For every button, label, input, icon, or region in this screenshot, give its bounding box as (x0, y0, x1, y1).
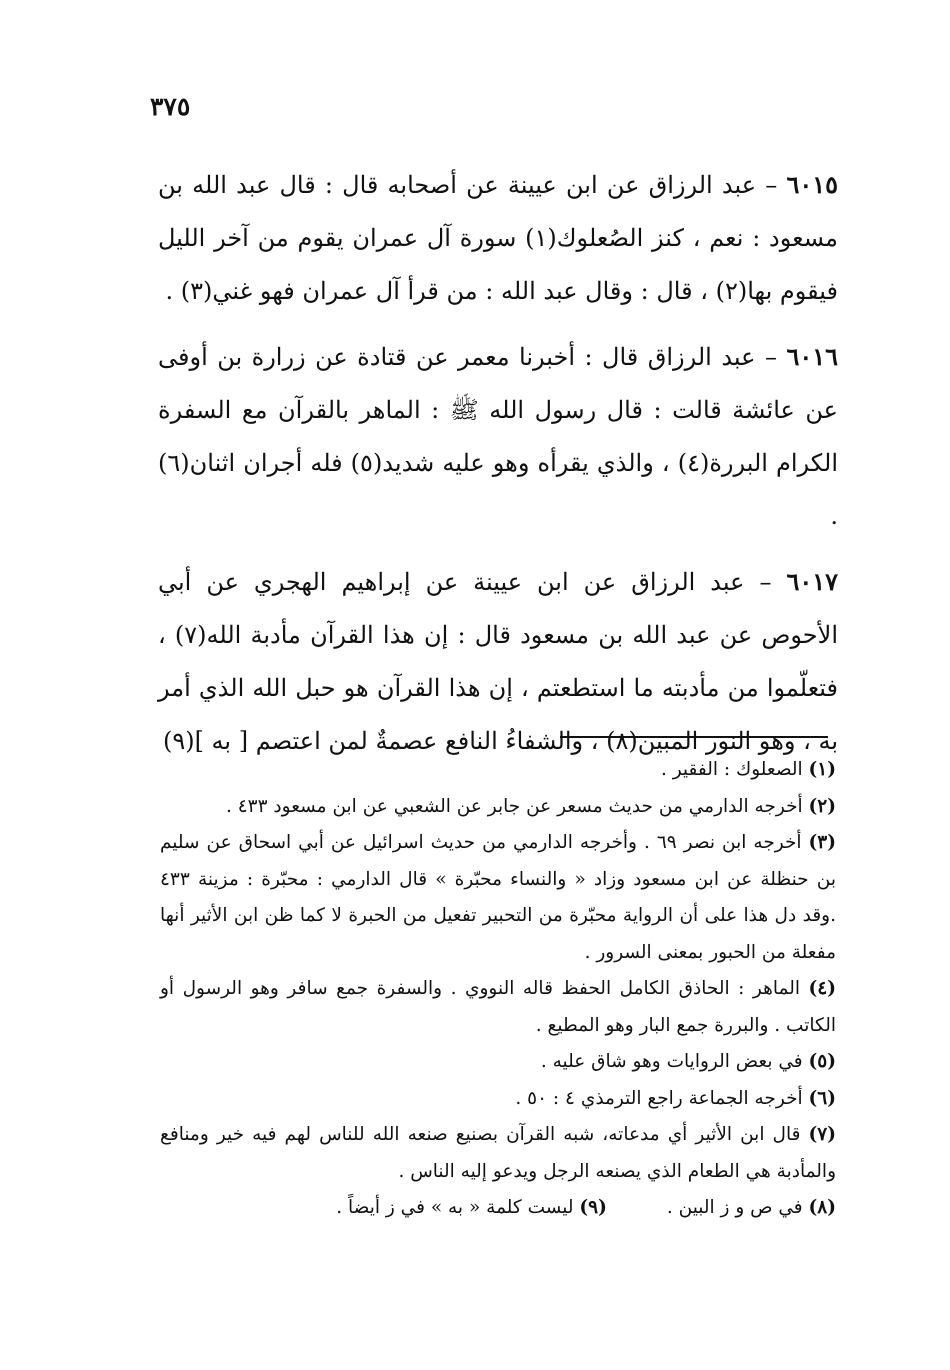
footnote-text: في بعض الروايات وهو شاق عليه . (540, 1051, 809, 1072)
footnote-label: (٥) (808, 1051, 836, 1072)
footnote-label: (٦) (808, 1087, 836, 1109)
footnote-text: قال ابن الأثير أي مدعاته، شبه القرآن بصنيع صنعه الله للناس لهم فيه خير ومنافع والمأدبة هي الطعام الذي يصنعه الرجل ويدعو إليه الناس . (160, 1124, 836, 1182)
hadith-text: – عبد الرزاق عن ابن عيينة عن إبراهيم الهجري عن أبي الأحوص عن عبد الله بن مسعود قال : إن هذا القرآن مأدبة الله(٧) ، فتعلّموا من مأدبته ما استطعتم ، إن هذا القرآن هو حبل الله الذي أمر به ، وهو النور المبين(٨) ، والشفاءُ النافع عصمةٌ لمن اعتصم [ به ](٩) (158, 568, 839, 755)
footnote-2 (160, 789, 836, 826)
hadith-number: ٦٠١٥ (786, 170, 838, 199)
page-number: ٣٧٥ (150, 92, 191, 121)
footnote-5 (160, 1044, 836, 1081)
hadith-text: – عبد الرزاق عن ابن عيينة عن أصحابه قال : قال عبد الله بن مسعود : نعم ، كنز الصُعلوك(١) سورة آل عمران يقوم من آخر الليل فيقوم بها(٢) ، قال : وقال عبد الله : من قرأ آل عمران فهو غني(٣) . (158, 171, 838, 305)
footnotes (160, 752, 836, 1227)
footnote-text: الصعلوك : الفقير . (660, 759, 809, 780)
footnote-label: (٣) (808, 832, 836, 853)
footnote-row-8-9 (160, 1190, 836, 1227)
main-text (158, 158, 838, 780)
footnote-label: (١) (808, 759, 836, 780)
footnote-6 (160, 1081, 836, 1118)
footnote-label: (٧) (808, 1124, 836, 1145)
hadith-6015 (158, 158, 838, 318)
footnote-label: (٤) (808, 978, 836, 999)
hadith-text: – عبد الرزاق قال : أخبرنا معمر عن قتادة عن زرارة بن أوفى عن عائشة قالت : قال رسول الله ﷺ : الماهر بالقرآن مع السفرة الكرام البررة(٤) ، والذي يقرأه وهو عليه شديد(٥) فله أجران اثنان(٦) . (158, 343, 839, 530)
hadith-number: ٦٠١٦ (786, 342, 838, 371)
footnote-8 (667, 1190, 836, 1227)
footnote-1 (160, 752, 836, 789)
footnote-4 (160, 971, 836, 1044)
footnote-text: ليست كلمة « به » في ز أيضاً . (336, 1197, 580, 1218)
footnote-label: (٢) (808, 795, 836, 817)
footnote-text: في ص و ز البين . (666, 1197, 809, 1218)
footnote-label: (٨) (808, 1197, 836, 1218)
footnote-divider (560, 736, 828, 738)
footnote-7 (160, 1117, 836, 1190)
footnote-3 (160, 825, 836, 971)
footnote-text: أخرجه ابن نصر ٦٩ . وأخرجه الدارمي من حديث اسرائيل عن أبي اسحاق عن سليم بن حنظلة عن ابن مسعود وزاد « والنساء محبّرة » قال الدارمي : محبّرة : مزينة ٤٣٣ .وقد دل هذا على أن الرواية محبّرة من التحبير تفعيل من الحبرة لا كما ظن ابن الأثير أنها مفعلة من الحبور بمعنى السرور . (160, 832, 836, 963)
footnote-text: أخرجه الجماعة راجع الترمذي ٤ : ٥٠ . (515, 1087, 809, 1109)
footnote-label: (٩) (579, 1197, 607, 1218)
hadith-6016 (158, 330, 838, 543)
footnote-9 (336, 1190, 607, 1227)
hadith-number: ٦٠١٧ (786, 567, 838, 596)
footnote-text: أخرجه الدارمي من حديث مسعر عن جابر عن الشعبي عن ابن مسعود ٤٣٣ . (225, 795, 809, 817)
footnote-text: الماهر : الحاذق الكامل الحفظ قاله النووي . والسفرة جمع سافر وهو الرسول أو الكاتب . والبررة جمع البار وهو المطيع . (160, 978, 836, 1036)
